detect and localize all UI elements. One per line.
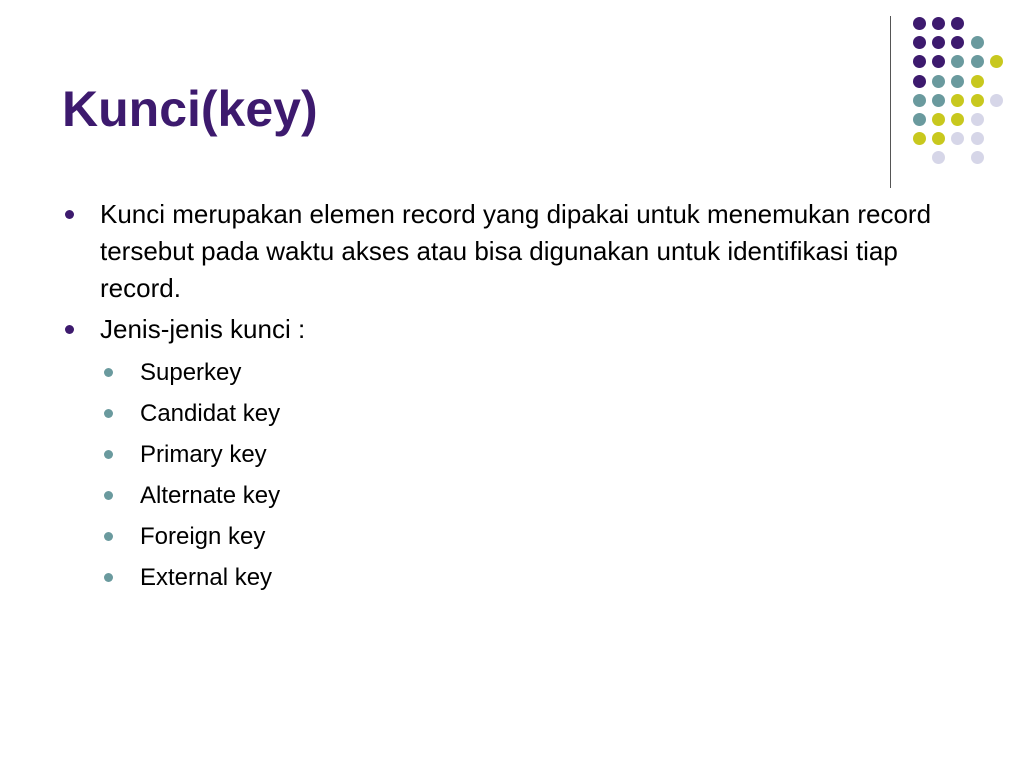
decorative-dot-purple (913, 75, 926, 88)
decorative-dot-teal (951, 55, 964, 68)
slide-content (62, 196, 982, 598)
decorative-dot-purple (913, 55, 926, 68)
sub-bullet-list (62, 352, 982, 598)
decorative-dot-yellow (951, 94, 964, 107)
decorative-dot-lavender (971, 113, 984, 126)
decorative-dot-purple (932, 17, 945, 30)
decorative-dot-lavender (990, 94, 1003, 107)
bullet-text: Jenis-jenis kunci : (100, 314, 306, 344)
decorative-dot-purple (913, 17, 926, 30)
sub-bullet-dot-icon (104, 573, 113, 582)
decorative-dot-purple (932, 36, 945, 49)
decorative-dot-teal (932, 75, 945, 88)
decorative-dot-yellow (971, 75, 984, 88)
sub-bullet-text: Alternate key (140, 482, 281, 509)
decorative-dot-lavender (971, 132, 984, 145)
sub-bullet-item (62, 516, 982, 557)
decorative-dot-yellow (932, 113, 945, 126)
sub-bullet-dot-icon (104, 491, 113, 500)
decorative-dot-yellow (951, 113, 964, 126)
decorative-dot-teal (932, 94, 945, 107)
decorative-dot-teal (913, 94, 926, 107)
sub-bullet-item (62, 393, 982, 434)
decorative-dot-grid (0, 0, 1024, 200)
decorative-dot-purple (951, 17, 964, 30)
bullet-item (62, 311, 982, 348)
decorative-dot-teal (971, 36, 984, 49)
sub-bullet-text: Foreign key (140, 523, 266, 550)
decorative-dot-lavender (951, 132, 964, 145)
sub-bullet-dot-icon (104, 450, 113, 459)
sub-bullet-item (62, 475, 982, 516)
sub-bullet-text: Primary key (140, 441, 267, 468)
sub-bullet-item (62, 557, 982, 598)
decorative-dot-purple (932, 55, 945, 68)
sub-bullet-dot-icon (104, 532, 113, 541)
decorative-dot-yellow (990, 55, 1003, 68)
decorative-dot-teal (971, 55, 984, 68)
sub-bullet-item (62, 434, 982, 475)
bullet-dot-icon (65, 210, 74, 219)
decorative-dot-purple (951, 36, 964, 49)
sub-bullet-text: Candidat key (140, 400, 281, 427)
slide-title: Kunci(key) (62, 81, 318, 137)
sub-bullet-text: Superkey (140, 359, 242, 386)
decorative-dot-teal (951, 75, 964, 88)
sub-bullet-text: External key (140, 564, 273, 591)
sub-bullet-dot-icon (104, 409, 113, 418)
decorative-dot-teal (913, 113, 926, 126)
decorative-dot-yellow (971, 94, 984, 107)
decorative-dot-lavender (932, 151, 945, 164)
decorative-dot-purple (913, 36, 926, 49)
decorative-dot-lavender (971, 151, 984, 164)
sub-bullet-item (62, 352, 982, 393)
decorative-dot-yellow (932, 132, 945, 145)
bullet-dot-icon (65, 325, 74, 334)
bullet-text: Kunci merupakan elemen record yang dipakai untuk menemukan record tersebut pada waktu akses atau bisa digunakan untuk identifikasi tiap record. (100, 199, 932, 303)
sub-bullet-dot-icon (104, 368, 113, 377)
bullet-item (62, 196, 982, 307)
decorative-dot-yellow (913, 132, 926, 145)
